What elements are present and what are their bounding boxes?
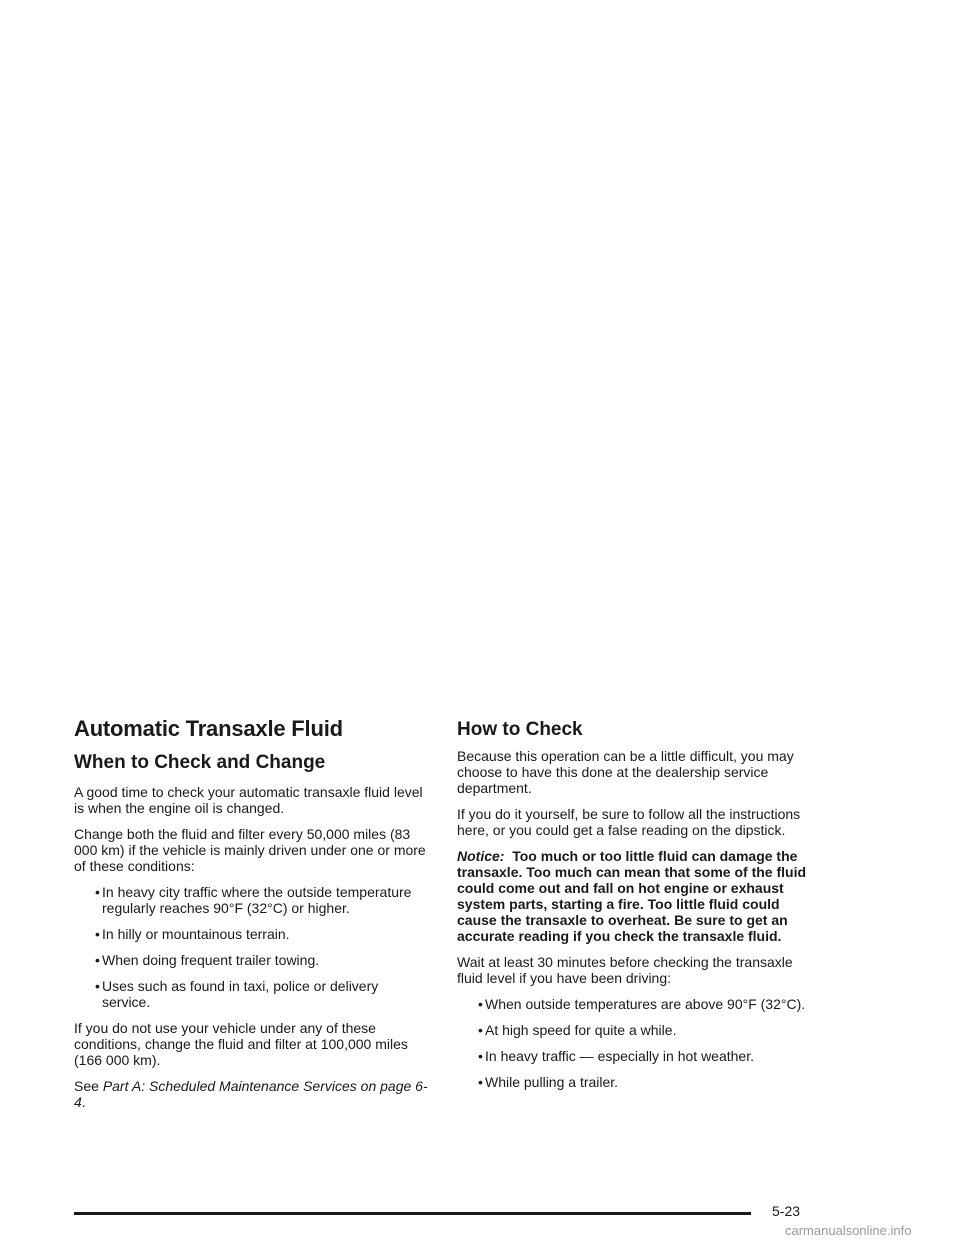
notice	[457, 848, 817, 944]
cross-reference-link[interactable]: Part A: Scheduled Maintenance Services on page 6-4	[74, 1078, 428, 1110]
list-item: • In hilly or mountainous terrain.	[95, 926, 290, 942]
list-item: • When outside temperatures are above 90°F (32°C).	[478, 996, 806, 1012]
bullet-icon: •	[95, 926, 100, 942]
paragraph: Change both the fluid and filter every 50,000 miles (83 000 km) if the vehicle is mainly driven under one or more of these conditions:	[74, 826, 426, 874]
bullet-icon: •	[95, 884, 100, 900]
bullet-icon: •	[478, 1074, 483, 1090]
bullet-icon: •	[95, 952, 100, 968]
bullet-icon: •	[478, 996, 483, 1012]
bullet-icon: •	[478, 1048, 483, 1064]
paragraph: If you do it yourself, be sure to follow all the instructions here, or you could get a false reading on the dipstick.	[457, 806, 801, 838]
list-item: • Uses such as found in taxi, police or delivery service.	[95, 978, 379, 1010]
subsection-title-when: When to Check and Change	[74, 752, 326, 773]
bullet-icon: •	[478, 1022, 483, 1038]
conditions-list	[74, 884, 429, 1010]
left-column	[74, 716, 429, 1120]
right-column	[457, 716, 817, 1100]
paragraph: A good time to check your automatic transaxle fluid level is when the engine oil is changed.	[74, 784, 423, 816]
list-item: • In heavy traffic — especially in hot weather.	[478, 1048, 754, 1064]
notice-label: Notice:	[457, 848, 505, 864]
subsection-title-how: How to Check	[457, 719, 583, 740]
notice-text: Too much or too little fluid can damage the transaxle. Too much can mean that some of the fluid could come out and fall on hot engine or exhaust system parts, starting a fire. Too little fluid could cause the transaxle to overheat. Be sure to get an accurate reading if you check the transaxle fluid.	[457, 848, 807, 944]
paragraph: If you do not use your vehicle under any of these conditions, change the fluid and filter at 100,000 miles (166 000 km).	[74, 1020, 408, 1068]
list-item: • When doing frequent trailer towing.	[95, 952, 320, 968]
bullet-icon: •	[95, 978, 100, 994]
see-reference: See Part A: Scheduled Maintenance Services on page 6-4.	[74, 1078, 428, 1110]
paragraph: Wait at least 30 minutes before checking the transaxle fluid level if you have been driving:	[457, 954, 793, 986]
page-number: 5-23	[772, 1203, 801, 1219]
paragraph: Because this operation can be a little difficult, you may choose to have this done at the dealership service department.	[457, 748, 794, 796]
watermark: carmanualsonline.info	[785, 1223, 912, 1238]
driving-conditions-list	[457, 996, 817, 1090]
list-item: • At high speed for quite a while.	[478, 1022, 677, 1038]
section-title: Automatic Transaxle Fluid	[74, 716, 343, 741]
list-item: • While pulling a trailer.	[478, 1074, 619, 1090]
footer-rule	[74, 1212, 751, 1215]
list-item: • In heavy city traffic where the outside temperature regularly reaches 90°F (32°C) or higher.	[95, 884, 412, 916]
